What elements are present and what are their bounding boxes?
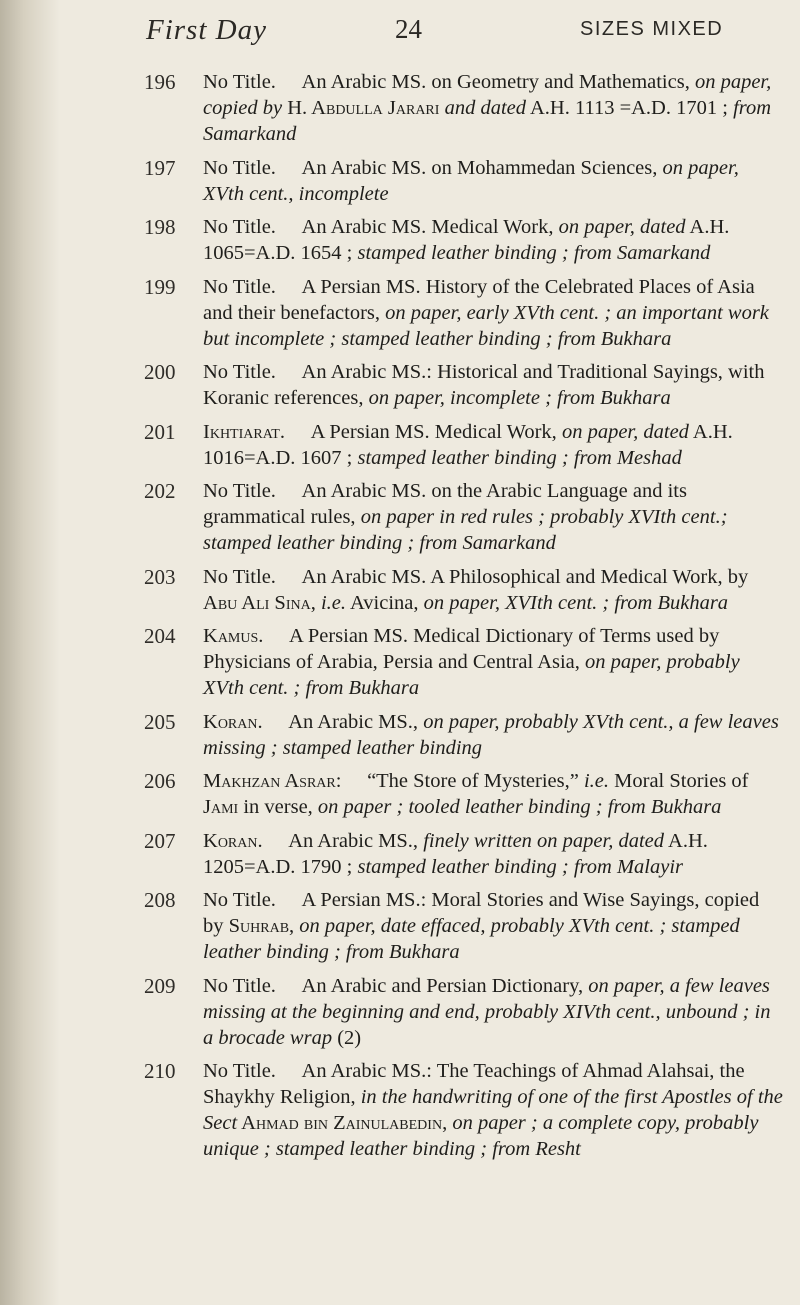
lot-number: 210	[144, 1059, 176, 1083]
lot-description: An Arabic MS., finely written on paper, dated A.H. 1205=A.D. 1790 ; stamped leather binding ; from Malayir	[203, 829, 708, 878]
page-header	[0, 14, 800, 54]
lot-entry	[0, 709, 800, 761]
lot-description: An Arabic MS., on paper, probably XVth cent., a few leaves missing ; stamped leather binding	[203, 710, 779, 759]
lot-description: An Arabic MS. on Geometry and Mathematics, on paper, copied by H. Abdulla Jarari and dated A.H. 1113 =A.D. 1701 ; from Samarkand	[203, 71, 772, 145]
lot-title: No Title.	[203, 974, 276, 997]
lot-entry	[0, 274, 800, 352]
page-number: 24	[395, 14, 422, 44]
lot-number: 206	[144, 769, 176, 793]
lot-description: An Arabic MS. on the Arabic Language and its grammatical rules, on paper in red rules ; probably XVIth cent.; stamped leather binding ; from Samarkand	[203, 480, 728, 554]
lot-list	[0, 69, 800, 1170]
lot-entry	[0, 1058, 800, 1162]
lot-entry	[0, 973, 800, 1051]
lot-number: 199	[144, 274, 176, 299]
lot-entry	[0, 768, 800, 820]
lot-title: No Title.	[203, 361, 276, 383]
lot-number: 204	[144, 624, 176, 648]
lot-description: An Arabic MS. Medical Work, on paper, dated A.H. 1065=A.D. 1654 ; stamped leather binding ; from Samarkand	[203, 216, 730, 264]
lot-entry	[0, 214, 800, 266]
lot-number: 203	[144, 564, 176, 589]
lot-description: An Arabic MS. on Mohammedan Sciences, on paper, XVth cent., incomplete	[203, 156, 739, 205]
lot-title: Koran.	[203, 710, 263, 733]
lot-number: 209	[144, 973, 176, 998]
lot-entry	[0, 69, 800, 147]
lot-title: No Title.	[203, 1060, 276, 1082]
lot-description: An Arabic MS. A Philosophical and Medical Work, by Abu Ali Sina, i.e. Avicina, on paper, XVIth cent. ; from Bukhara	[203, 565, 749, 614]
lot-title: No Title.	[203, 216, 276, 238]
lot-description: An Arabic MS.: The Teachings of Ahmad Alahsai, the Shaykhy Religion, in the handwriting of one of the first Apostles of the Sect Ahmad bin Zainulabedin, on paper ; a complete copy, probably unique ; stamped leather binding ; from Resht	[203, 1060, 783, 1160]
lot-number: 197	[144, 155, 176, 180]
header-day: First Day	[146, 14, 267, 46]
lot-title: Kamus.	[203, 625, 264, 647]
lot-entry	[0, 564, 800, 616]
lot-description: An Arabic and Persian Dictionary, on paper, a few leaves missing at the beginning and end, probably XIVth cent., unbound ; in a brocade wrap (2)	[203, 974, 771, 1049]
lot-title: No Title.	[203, 275, 276, 298]
lot-number: 201	[144, 419, 176, 444]
lot-number: 207	[144, 828, 176, 853]
lot-number: 208	[144, 888, 176, 912]
lot-entry	[0, 419, 800, 471]
lot-description: A Persian MS.: Moral Stories and Wise Sayings, copied by Suhrab, on paper, date effaced, probably XVth cent. ; stamped leather binding ; from Bukhara	[203, 889, 760, 963]
lot-description: A Persian MS. History of the Celebrated Places of Asia and their benefactors, on paper, early XVth cent. ; an important work but incomplete ; stamped leather binding ; from Bukhara	[203, 275, 769, 350]
lot-title: Makhzan Asrar:	[203, 770, 342, 792]
lot-entry	[0, 478, 800, 556]
lot-title: Koran.	[203, 829, 263, 852]
lot-title: No Title.	[203, 156, 276, 179]
lot-entry	[0, 887, 800, 965]
lot-entry	[0, 359, 800, 411]
header-section: SIZES MIXED	[580, 18, 724, 40]
lot-number: 196	[144, 70, 176, 94]
lot-description: A Persian MS. Medical Dictionary of Terms used by Physicians of Arabia, Persia and Central Asia, on paper, probably XVth cent. ; from Bukhara	[203, 625, 740, 699]
lot-title: No Title.	[203, 71, 276, 93]
lot-entry	[0, 623, 800, 701]
lot-number: 198	[144, 215, 176, 239]
lot-description: A Persian MS. Medical Work, on paper, dated A.H. 1016=A.D. 1607 ; stamped leather binding ; from Meshad	[203, 420, 733, 469]
lot-entry	[0, 828, 800, 880]
lot-title: No Title.	[203, 480, 276, 502]
lot-number: 200	[144, 360, 176, 384]
lot-number: 205	[144, 709, 176, 734]
lot-description: An Arabic MS.: Historical and Traditional Sayings, with Koranic references, on paper, incomplete ; from Bukhara	[203, 361, 765, 409]
lot-title: Ikhtiarat.	[203, 420, 285, 443]
lot-number: 202	[144, 479, 176, 503]
lot-title: No Title.	[203, 565, 276, 588]
lot-title: No Title.	[203, 889, 276, 911]
lot-description: “The Store of Mysteries,” i.e. Moral Stories of Jami in verse, on paper ; tooled leather binding ; from Bukhara	[203, 770, 749, 818]
lot-entry	[0, 155, 800, 207]
